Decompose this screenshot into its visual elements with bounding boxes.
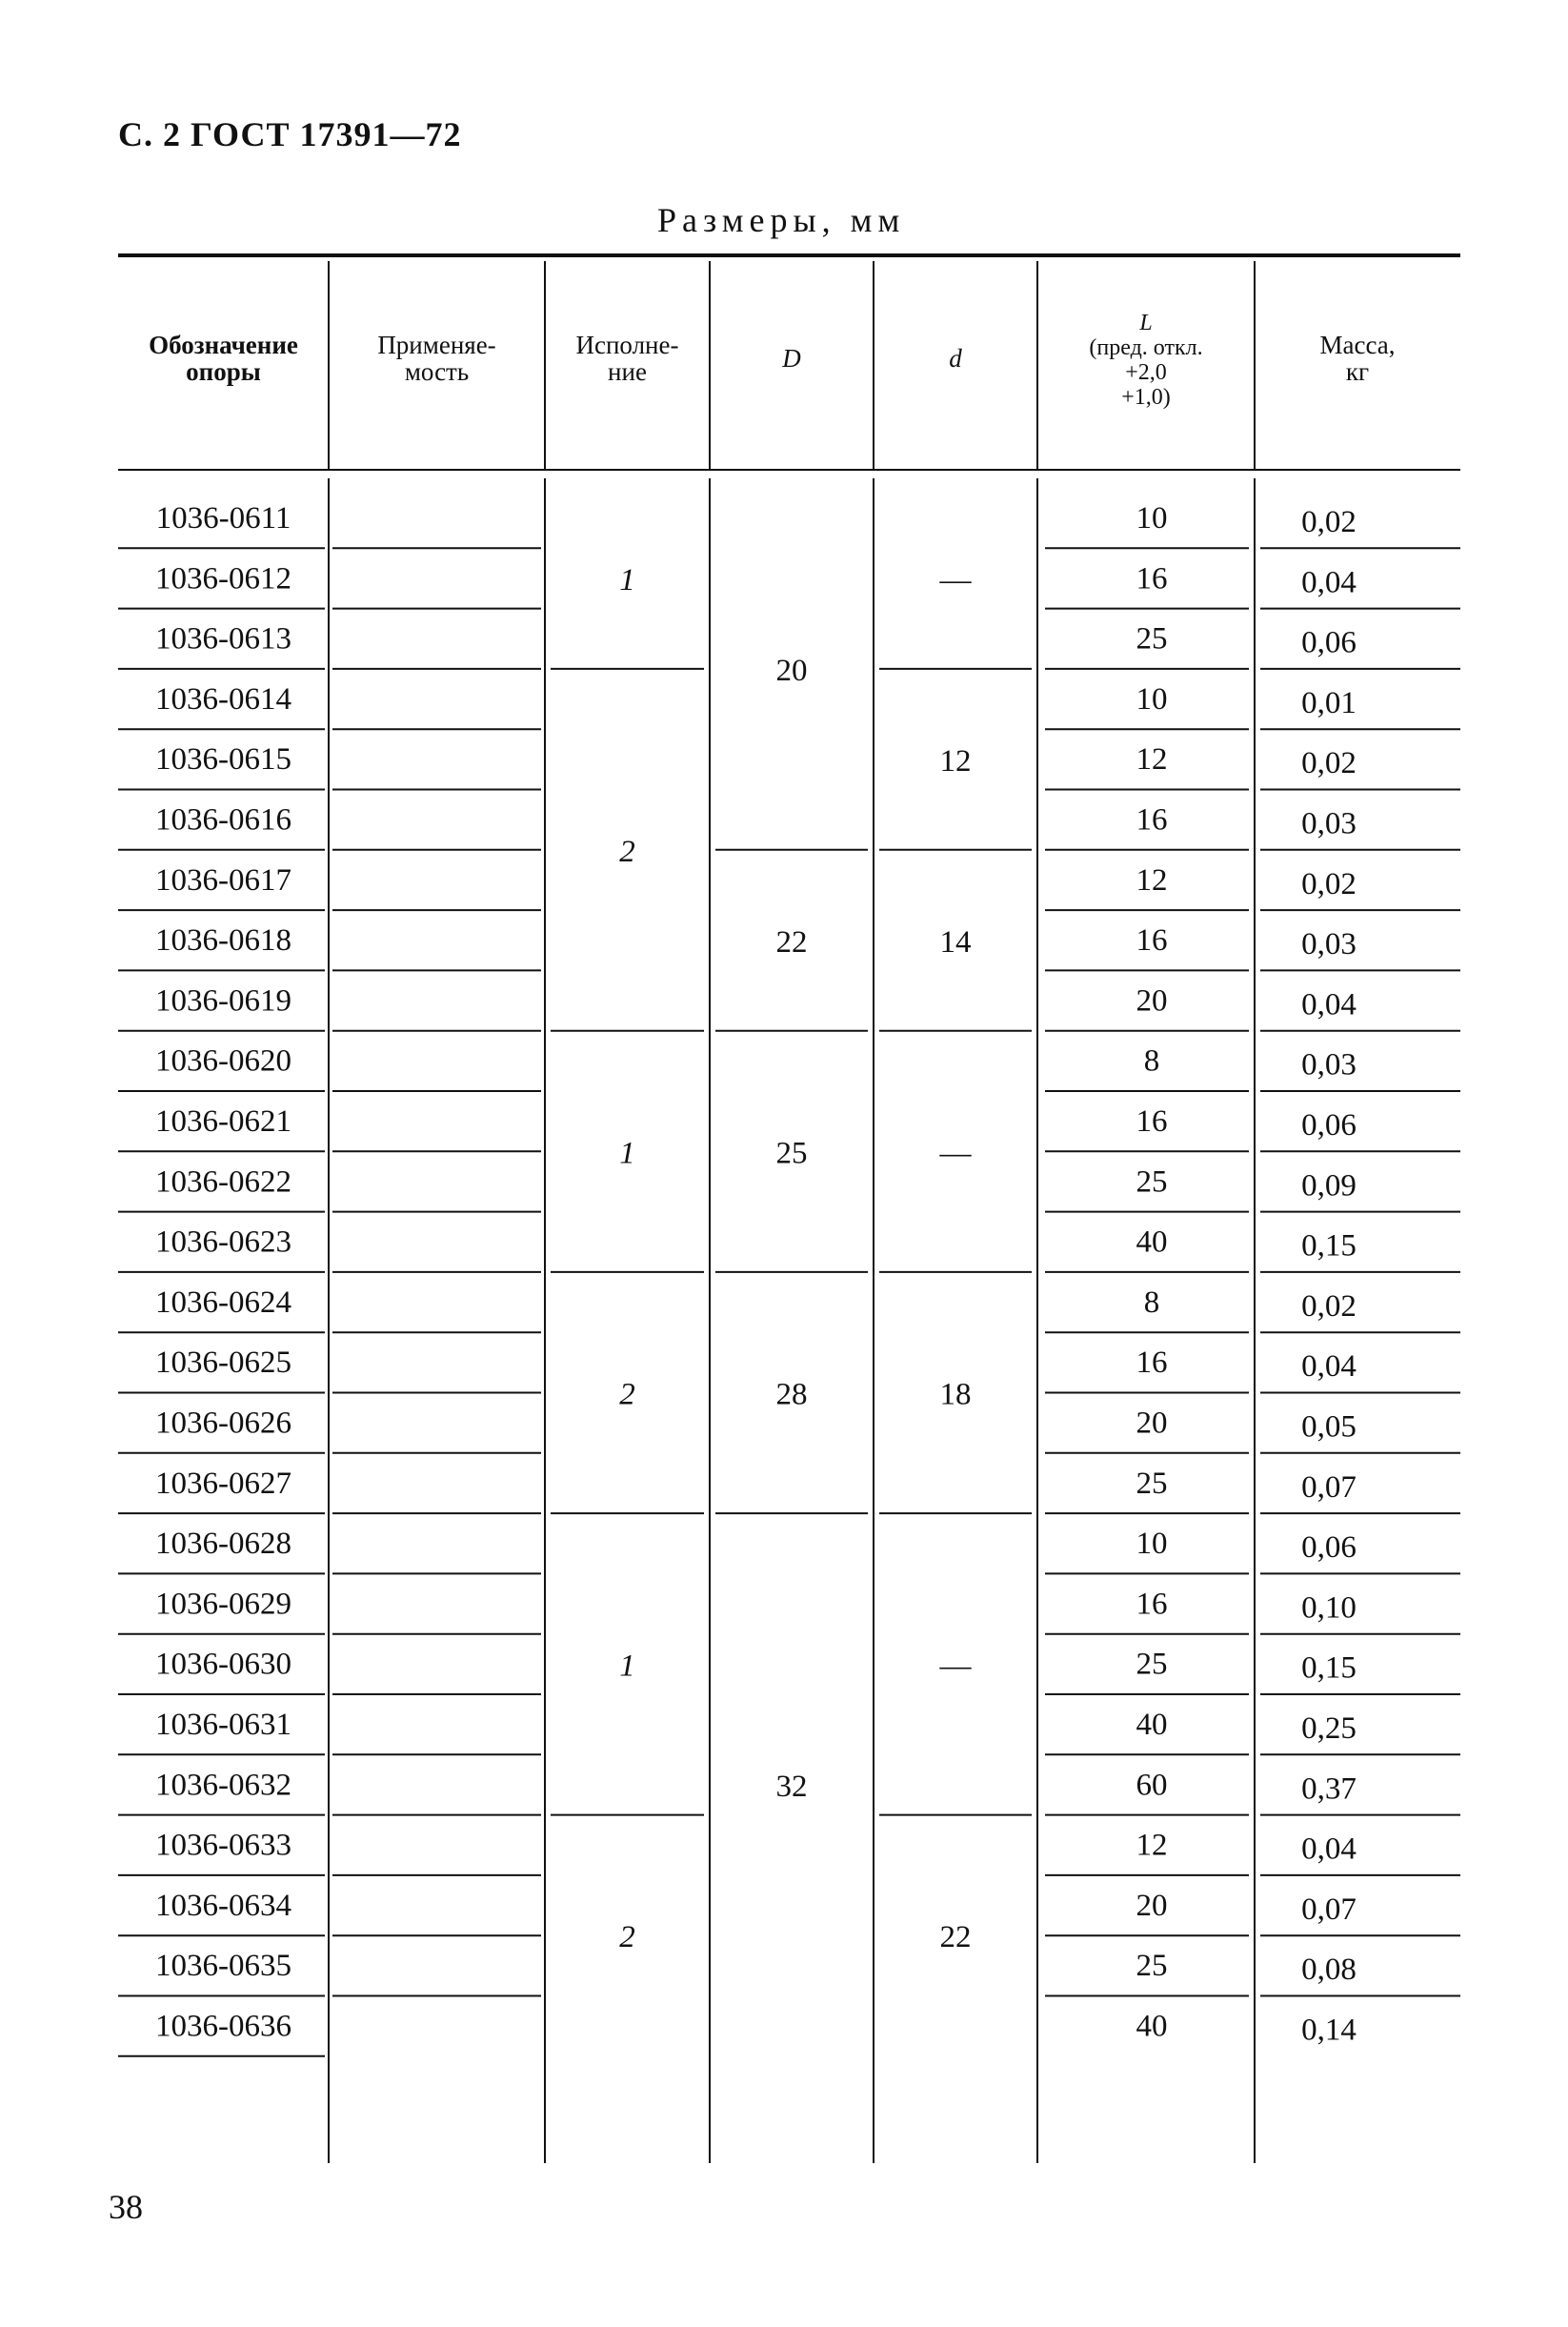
cell-length: 25 — [1136, 1647, 1168, 1682]
cell-D: 20 — [775, 653, 808, 688]
cell-length: 8 — [1143, 1285, 1160, 1320]
cell-mass: 0,06 — [1301, 625, 1357, 660]
header-applicability-line: мость — [404, 357, 470, 386]
cell-designation: 1036-0635 — [155, 1949, 291, 1984]
cell-d: — — [939, 1136, 972, 1171]
cell-d: 22 — [939, 1920, 972, 1955]
cell-length: 25 — [1136, 1164, 1168, 1200]
cell-mass: 0,03 — [1301, 927, 1357, 962]
cell-mass: 0,08 — [1301, 1953, 1357, 1988]
cell-designation: 1036-0619 — [155, 983, 291, 1019]
cell-designation: 1036-0632 — [155, 1768, 291, 1803]
cell-length: 25 — [1136, 1949, 1168, 1984]
cell-version: 1 — [619, 1649, 635, 1684]
header-L-line: L — [1139, 311, 1153, 335]
cell-length: 40 — [1136, 1224, 1168, 1260]
cell-designation: 1036-0614 — [155, 681, 291, 717]
cell-designation: 1036-0628 — [155, 1527, 291, 1562]
cell-mass: 0,04 — [1301, 565, 1357, 600]
cell-mass: 0,06 — [1301, 1108, 1357, 1143]
header-D: D — [782, 344, 801, 373]
cell-designation: 1036-0621 — [155, 1104, 291, 1139]
header-designation-line: опоры — [186, 357, 261, 386]
cell-mass: 0,04 — [1301, 1831, 1357, 1867]
cell-version: 1 — [619, 1136, 635, 1171]
cell-mass: 0,37 — [1301, 1771, 1357, 1807]
cell-length: 12 — [1136, 862, 1168, 898]
cell-length: 10 — [1136, 501, 1168, 536]
cell-designation: 1036-0616 — [155, 802, 291, 838]
cell-D: 32 — [775, 1769, 808, 1804]
cell-mass: 0,10 — [1301, 1590, 1357, 1626]
cell-d: 18 — [939, 1377, 972, 1412]
cell-designation: 1036-0633 — [155, 1828, 291, 1863]
cell-mass: 0,03 — [1301, 806, 1357, 841]
cell-length: 40 — [1136, 2009, 1168, 2044]
header-mass-line: Масса, — [1319, 331, 1396, 359]
cell-mass: 0,06 — [1301, 1530, 1357, 1566]
cell-D: 28 — [775, 1377, 808, 1412]
header-L-line: (пред. откл. — [1089, 335, 1203, 360]
cell-designation: 1036-0631 — [155, 1708, 291, 1742]
cell-designation: 1036-0612 — [155, 561, 291, 597]
page-header: С. 2 ГОСТ 17391—72 — [118, 115, 462, 153]
header-L-line: +2,0 — [1125, 360, 1167, 385]
header-designation-line: Обозначение — [149, 331, 298, 359]
cell-length: 20 — [1136, 1406, 1168, 1441]
header-mass-line: кг — [1345, 357, 1370, 386]
cell-length: 25 — [1136, 1466, 1168, 1501]
cell-version: 1 — [619, 562, 635, 597]
cell-length: 10 — [1136, 681, 1168, 717]
cell-version: 2 — [619, 834, 635, 869]
cell-length: 12 — [1136, 742, 1168, 778]
cell-designation: 1036-0615 — [155, 742, 291, 778]
cell-D: 22 — [775, 924, 808, 960]
cell-designation: 1036-0630 — [155, 1647, 291, 1682]
units-caption: Размеры, мм — [657, 201, 906, 239]
cell-designation: 1036-0636 — [155, 2009, 291, 2044]
cell-length: 20 — [1136, 1888, 1168, 1923]
cell-mass: 0,03 — [1301, 1047, 1357, 1083]
cell-designation: 1036-0613 — [155, 621, 291, 657]
cell-mass: 0,02 — [1301, 1288, 1357, 1324]
cell-designation: 1036-0624 — [155, 1285, 291, 1320]
cell-designation: 1036-0629 — [155, 1587, 291, 1622]
cell-length: 8 — [1143, 1043, 1160, 1079]
cell-designation: 1036-0611 — [155, 501, 291, 536]
cell-designation: 1036-0618 — [155, 923, 291, 959]
cell-length: 16 — [1136, 561, 1168, 597]
cell-designation: 1036-0620 — [155, 1043, 291, 1079]
cell-mass: 0,15 — [1301, 1650, 1357, 1686]
header-version-line: ние — [608, 357, 647, 386]
cell-length: 60 — [1136, 1768, 1168, 1803]
cell-mass: 0,02 — [1301, 866, 1357, 901]
cell-length: 20 — [1136, 983, 1168, 1019]
cell-designation: 1036-0626 — [155, 1406, 291, 1441]
cell-length: 10 — [1136, 1527, 1168, 1562]
cell-mass: 0,07 — [1301, 1892, 1357, 1927]
cell-version: 2 — [619, 1377, 635, 1412]
cell-designation: 1036-0623 — [155, 1224, 291, 1260]
cell-length: 16 — [1136, 1587, 1168, 1622]
header-L-line: +1,0) — [1121, 385, 1171, 410]
cell-mass: 0,02 — [1301, 746, 1357, 781]
cell-length: 16 — [1136, 802, 1168, 838]
cell-mass: 0,15 — [1301, 1228, 1357, 1264]
cell-mass: 0,14 — [1301, 2013, 1357, 2048]
cell-designation: 1036-0627 — [155, 1466, 291, 1501]
cell-mass: 0,02 — [1301, 505, 1357, 539]
cell-mass: 0,01 — [1301, 685, 1357, 720]
cell-designation: 1036-0617 — [155, 862, 291, 898]
cell-length: 40 — [1136, 1708, 1168, 1742]
cell-length: 16 — [1136, 1104, 1168, 1139]
cell-length: 16 — [1136, 923, 1168, 959]
cell-d: — — [939, 1649, 972, 1684]
cell-mass: 0,04 — [1301, 1349, 1357, 1385]
cell-mass: 0,07 — [1301, 1469, 1357, 1505]
header-version-line: Исполне- — [575, 331, 679, 359]
cell-designation: 1036-0622 — [155, 1164, 291, 1200]
cell-d: 12 — [939, 743, 972, 779]
cell-mass: 0,25 — [1301, 1711, 1357, 1746]
cell-length: 25 — [1136, 621, 1168, 657]
header-applicability-line: Применяе- — [377, 331, 496, 359]
cell-designation: 1036-0634 — [155, 1888, 291, 1923]
cell-mass: 0,09 — [1301, 1168, 1357, 1204]
cell-designation: 1036-0625 — [155, 1346, 291, 1381]
cell-d: — — [939, 562, 972, 597]
cell-length: 12 — [1136, 1828, 1168, 1863]
cell-length: 16 — [1136, 1346, 1168, 1381]
header-d: d — [949, 344, 962, 373]
cell-version: 2 — [619, 1920, 635, 1955]
cell-mass: 0,05 — [1301, 1409, 1357, 1445]
cell-D: 25 — [775, 1136, 808, 1171]
cell-d: 14 — [939, 924, 972, 960]
cell-mass: 0,04 — [1301, 987, 1357, 1022]
page-number: 38 — [109, 2188, 143, 2226]
